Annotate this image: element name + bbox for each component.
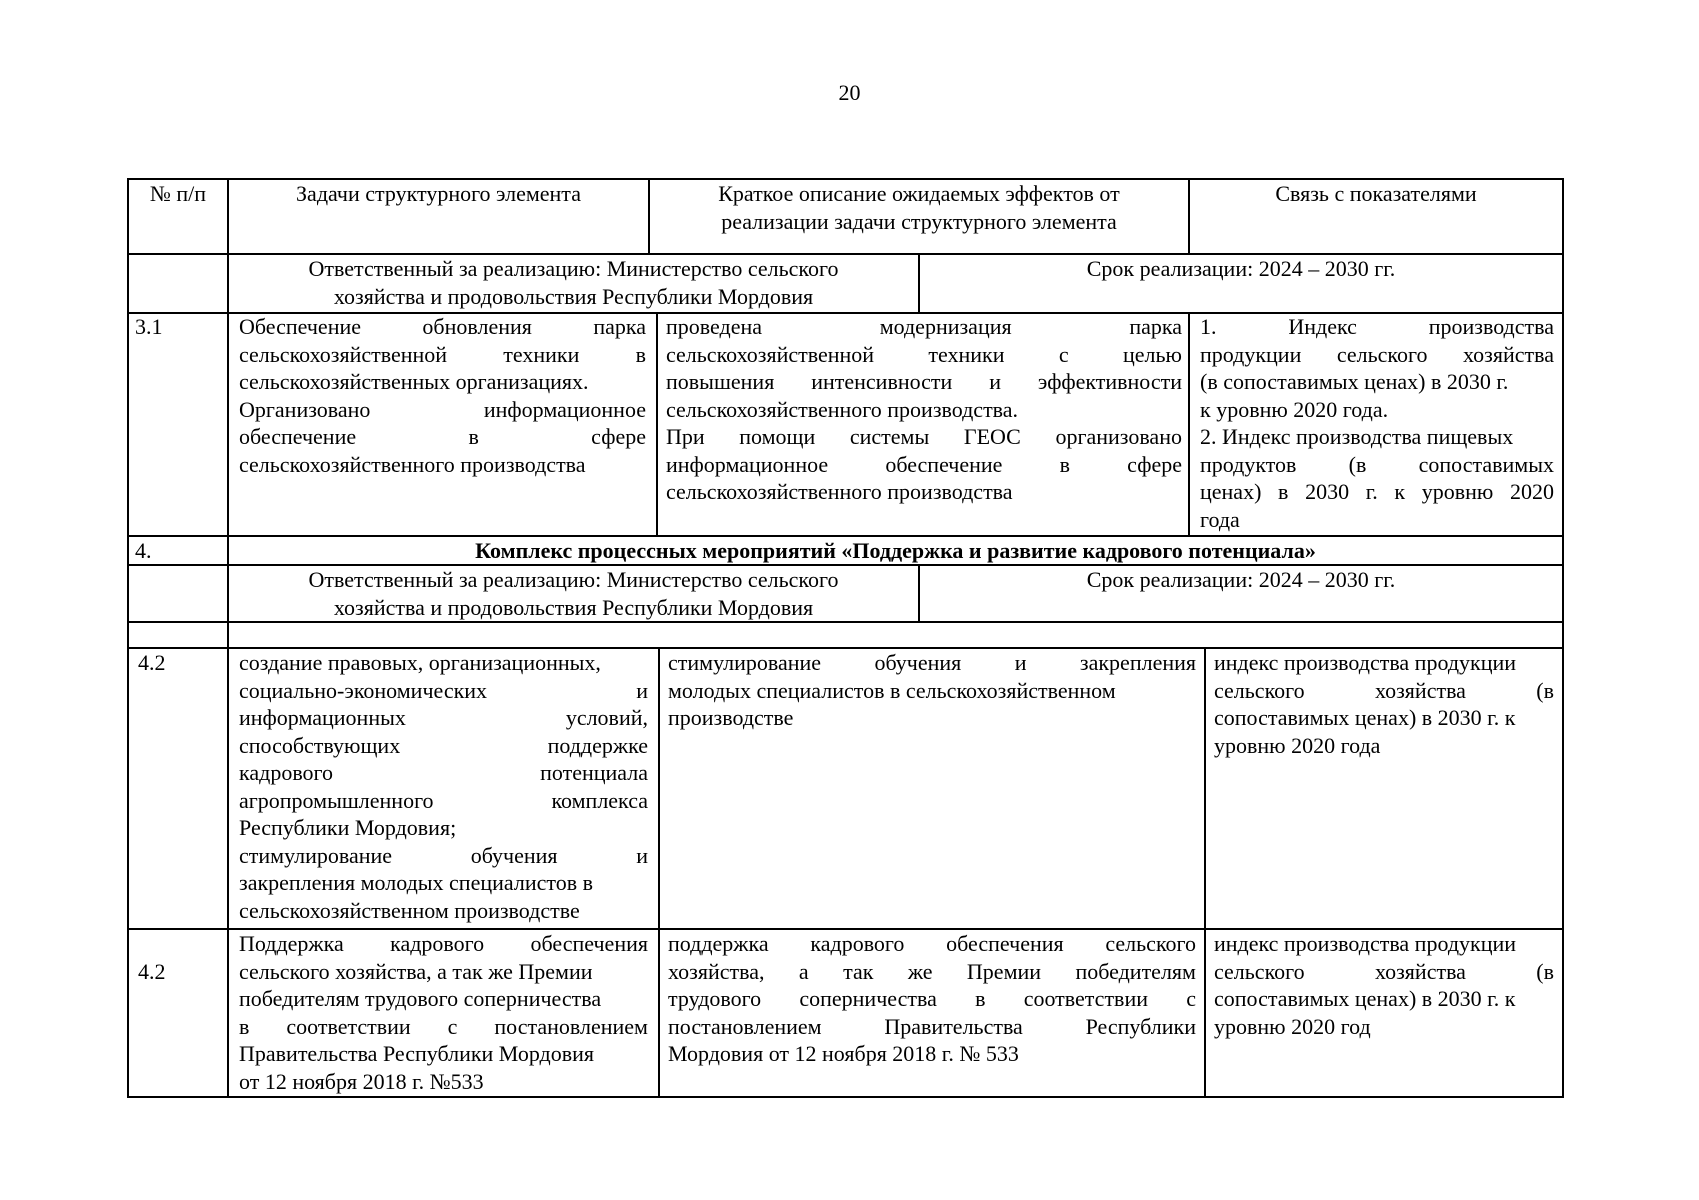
responsible-line2: хозяйства и продовольствия Республики Мордовия (333, 283, 814, 309)
col-separator (227, 178, 229, 1098)
header-tasks: Задачи структурного элемента (296, 181, 581, 206)
text-line: стимулирование обучения и закрепления (668, 650, 1196, 675)
text-line: Поддержка кадрового обеспечения (239, 931, 648, 956)
text-line: продуктов (в сопоставимых (1200, 451, 1554, 477)
row-4-2a-task (239, 649, 648, 924)
table-rule (127, 621, 1564, 623)
responsible-block3 (229, 255, 918, 310)
text-line: продукции сельского хозяйства (1200, 341, 1554, 367)
text-line: сельского хозяйства (в (1214, 677, 1554, 703)
responsible-line1: Ответственный за реализацию: Министерство сельского (308, 567, 839, 592)
row-3-1-task (239, 313, 646, 478)
row-4-2b-task (239, 930, 648, 1095)
text-line: сельского хозяйства (в (1214, 958, 1554, 984)
text-line: сопоставимых ценах) в 2030 г. к (1214, 705, 1516, 730)
text-line: повышения интенсивности и эффективности (666, 369, 1182, 394)
text-line: трудового соперничества в соответствии с (668, 986, 1196, 1011)
row-4-2a-effect (668, 649, 1196, 732)
text-line: в соответствии с постановлением (239, 1013, 648, 1039)
text-line: ценах) в 2030 г. к уровню 2020 (1200, 479, 1554, 504)
text-line: сельскохозяйственных организациях. (239, 369, 589, 394)
text-line: проведена модернизация парка (666, 314, 1182, 339)
text-line: обеспечение в сфере (239, 424, 646, 449)
col-separator (1188, 312, 1190, 537)
text-line: Правительства Республики Мордовия (239, 1041, 595, 1066)
row-4-2a-indicators (1214, 649, 1554, 759)
text-line: социально-экономических и (239, 677, 648, 703)
text-line: 1. Индекс производства (1200, 314, 1554, 339)
term-block3: Срок реализации: 2024 – 2030 гг. (1086, 256, 1396, 281)
text-line: сельскохозяйственном производстве (239, 897, 580, 923)
row-4-2b-effect (668, 930, 1196, 1068)
text-line: Мордовия от 12 ноября 2018 г. № 533 (668, 1041, 1019, 1066)
term-block4: Срок реализации: 2024 – 2030 гг. (1086, 567, 1396, 592)
col-separator (656, 312, 658, 537)
text-line: сельскохозяйственной техники в (239, 341, 646, 367)
text-line: Организовано информационное (239, 396, 646, 422)
text-line: индекс производства продукции (1214, 931, 1517, 956)
text-line: сопоставимых ценах) в 2030 г. к (1214, 986, 1516, 1011)
text-line: к уровню 2020 года. (1200, 396, 1389, 422)
header-effects-line2: реализации задачи структурного элемента (721, 208, 1117, 234)
header-indicators: Связь с показателями (1275, 181, 1477, 206)
row-4-2b-number: 4.2 (138, 959, 166, 984)
responsible-block4 (229, 566, 918, 621)
text-line: молодых специалистов в сельскохозяйственном (668, 677, 1116, 703)
text-line: поддержка кадрового обеспечения сельского (668, 931, 1196, 956)
text-line: 2. Индекс производства пищевых (1200, 424, 1514, 449)
text-line: производстве (668, 705, 794, 730)
row-3-1-indicators (1200, 313, 1554, 533)
text-line: агропромышленного комплекса (239, 787, 648, 813)
text-line: уровню 2020 год (1214, 1013, 1371, 1039)
text-line: сельскохозяйственного производства. (666, 396, 1019, 422)
text-line: закрепления молодых специалистов в (239, 870, 593, 895)
text-line: способствующих поддержке (239, 732, 648, 758)
text-line: Республики Мордовия; (239, 815, 457, 840)
header-number: № п/п (149, 181, 207, 206)
col-separator (1204, 647, 1206, 1098)
text-line: от 12 ноября 2018 г. №533 (239, 1068, 484, 1094)
text-line: индекс производства продукции (1214, 650, 1517, 675)
text-line: стимулирование обучения и (239, 842, 648, 868)
text-line: (в сопоставимых ценах) в 2030 г. (1200, 369, 1509, 394)
text-line: сельскохозяйственного производства (239, 451, 586, 477)
col-separator (658, 647, 660, 1098)
text-line: хозяйства, а так же Премии победителям (668, 958, 1196, 984)
page-number: 20 (838, 80, 861, 105)
text-line: постановлением Правительства Республики (668, 1013, 1196, 1039)
text-line: уровню 2020 года (1214, 732, 1381, 758)
row-4-2a-number: 4.2 (138, 650, 166, 675)
responsible-line1: Ответственный за реализацию: Министерство сельского (308, 256, 839, 281)
text-line: кадрового потенциала (239, 760, 648, 785)
text-line: создание правовых, организационных, (239, 650, 601, 675)
responsible-line2: хозяйства и продовольствия Республики Мордовия (333, 594, 814, 620)
block-4-number: 4. (135, 538, 152, 563)
text-line: Обеспечение обновления парка (239, 314, 646, 339)
text-line: сельского хозяйства, а так же Премии (239, 958, 593, 984)
block-4-title: Комплекс процессных мероприятий «Поддержка и развитие кадрового потенциала» (475, 538, 1316, 563)
header-effects-line1: Краткое описание ожидаемых эффектов от (718, 181, 1120, 206)
row-3-1-number: 3.1 (135, 314, 163, 339)
row-4-2b-indicators (1214, 930, 1554, 1040)
header-effects (650, 180, 1188, 235)
text-line: победителям трудового соперничества (239, 986, 602, 1011)
text-line: сельскохозяйственной техники с целью (666, 341, 1182, 367)
text-line: При помощи системы ГЕОС организовано (666, 424, 1182, 449)
text-line: года (1200, 506, 1240, 532)
text-line: сельскохозяйственного производства (666, 479, 1013, 504)
text-line: информационное обеспечение в сфере (666, 451, 1182, 477)
row-3-1-effect (666, 313, 1182, 506)
text-line: информационных условий, (239, 705, 648, 730)
table-border-bottom (127, 1096, 1564, 1098)
table-border-right (1562, 178, 1564, 1098)
